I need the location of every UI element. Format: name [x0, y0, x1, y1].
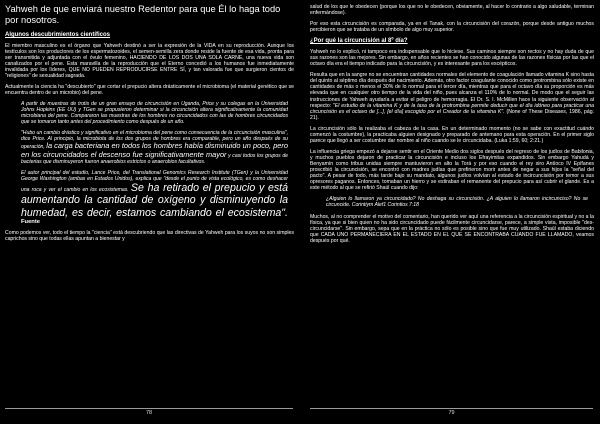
inline-quote: "El estudio de la vitamina K y de la tasa de la protrombina permite deducir que el día idóneo para practicar una circuncisión es el octavo de [...], [el día] escogido por el Creador de la vitamina K". [310, 102, 594, 115]
quote-emphasis: Se ha retirado el prepucio y está aumentando la cantidad de oxígeno y disminuyendo la humedad, es decir, estamos cambiando el ecosistema". [21, 182, 289, 219]
paragraph [310, 72, 594, 120]
paragraph: Como podemos ver, todo el tiempo la "ciencia" está descubriendo que las directivas de Yahweh para los suyos no son simples caprichos sino que todas ellas apuntan a bienestar y [5, 230, 294, 243]
paragraph: Yahweh no lo explicó, ni tampoco era indispensable que lo hiciese. Sus caminos siempre son rectos y no hay duda de que sus razones son las mejores. Sin embargo, en años recientes se han conocido algunas de las razones físicas por las que el octavo día era el tiempo indicado para la circuncisión, y es interesante para los escépticos. [310, 49, 594, 68]
scripture-verse: ¿Alguien lo llamaron ya circuncidado? No deshaga su circuncisión. ¿A alguien lo llamaron incircunciso? No se circuncide. Corintiym Alef1 Corintios 7:18 [326, 196, 588, 209]
quote-text: "Hubo un cambio drástico y significativo en el microbioma del pene como consecuencia de la circuncisión masculina", dice Price. Al principio, la microbiota de los dos grupos de hombres era comparable, pero un año después de su operación, [21, 130, 288, 151]
page-number: 78 [5, 408, 293, 419]
paragraph: La circuncisión sólo la realizaba el cabeza de la casa. En un determinado momento (no se sabe con exactitud cuándo comenzó la costumbre), la practicaba alguien designado y preparado de antemano para esta operación. En el primer siglo parece que llegó a ser costumbre dar nombre al niño cuando se le circuncidaba. (Luka 1:59, 60; 2:21.) [310, 125, 594, 144]
quote-text: y casi todos los grupos de bacterias que disminuyeron fueron anaerobios estrictos o anaerobios facultativos. [21, 152, 288, 166]
quote-block [21, 130, 288, 165]
quote-block: A partir de muestras de trotis de un gran ensayo de circuncisión en Uganda, Price y su colegas en la Universidad Johns Hopkins (EE UU) y TGen se propusieron determinar si la circuncisión altera significativamente la comunidad microbiana del pene. Compararon las muestras de los hombres no circuncidados con las de hombres circuncidados que se tomaron tanto antes del procedimiento como después de un año. [21, 101, 288, 126]
section-heading: ¿Por qué la circuncisión al 8º día? [310, 38, 408, 45]
quote-emphasis: la carga bacteriana en todos los hombres había disminuido un poco, pero en los circuncidados el descenso fue significativamente mayor [21, 141, 288, 159]
paragraph: Muchos, al no comprender el motivo del comentario, han querido ver aquí una referencia a la circuncisión espiritual y no a la física, ya que si bien quien no ha sido circuncidado puede fácilmente circuncidarse, parece, a simple vista, imposible "des-circuncidarse". Sin embargo, sepa que en la práctica no sólo es posible sino que fue muy utilizado. Shaúl estaba diciendo que CADA UNO PERMANECIERA EN EL ESTADO EN EL QUE SE ENCONTRABA CUANDO FUE LLAMADO, veamos después por qué. [310, 214, 594, 245]
paragraph: salud de los que le obedecen (porque los que no le obedecen, obviamente, al hacer lo contrario a algo saludable, terminan enfermándose). [310, 4, 594, 17]
paragraph: Actualmente la ciencia ha "descubierto" que cortar el prepucio altera drásticamente el microbioma (el material genético que se encuentra dentro de un microbio) del pene. [5, 84, 294, 97]
quote-block [21, 170, 288, 225]
paragraph: El miembro masculino es el órgano que Yahweh destinó a ser la expresión de la VIDA en su reproducción. Aunque los testículos son los productores de los espermatozoides, el semen-semilla zera donde reside la fuente de esa vida, pronta para ser transmitida y adjuntada con el óvulo femenino, HACIENDO DE LOS DOS UNA SOLA CARNE, una nueva vida son canalizados por el pene. Esta maravilla de la reproducción que el Eterno concedió a los humanos fue inmediatamente invalidada por los líderes, QUE NO PUEDEN REPRODUCIRSE ENTRE SÍ, y tan valorada fue que surgieron cientos de "religiones" de sexualidad sagrada. [5, 43, 294, 80]
paragraph: La influencia griega empezó a dejarse sentir en el Oriente Medio dos siglos después del regreso de los judíos de Babilonia, y muchos pueblos dejaron de practicar la circuncisión e incluso los Efrayimitas expandidos. Sin embargo Yahudá y Benyamín como tribus unidas siempre mantuvieron en alto la Torá y por eso cuando el rey siro Antíoco IV Epífanes proscribió la circuncisión, se encontró con madres judías que prefirieron morir antes de negar a sus hijos la "señal del pacto". A pesar de todo, más tarde bajo su mandato, algunos judíos volvían al estado de incircuncisión por temor a sus opresores paganos. Entonces, tomaban un hierro y se estiraban el remanente del prepucio para así cubrir el glande. Es a este método al que se refirió Shaúl cuando dijo: [310, 148, 594, 192]
section-heading: Algunos descubrimientos científicos [5, 32, 111, 38]
source-link[interactable]: Fuente [21, 219, 41, 226]
right-page [300, 0, 600, 424]
citation: (None of These Diseases, 1986, pág. 21). [310, 108, 594, 121]
quote-text: El autor principal del estudio, Lance Price, del Translational Genomics Research Institute (TGen) y la Universidad George Washington (ambas en Estados Unidos), explica que "desde el punto de vista ecológico, es como deshacer una roca y ver el cambio en los ecosistemas. [21, 170, 288, 194]
page-number: 79 [310, 408, 593, 419]
page-title: Yahweh de que enviará nuestro Redentor para que Él lo haga todo por nosotros. [5, 4, 281, 25]
paragraph-text: Resulta que en la sangre no se encuentran cantidades normales del elemento de coagulación llamado vitamina K sino hasta del quinto al séptimo día después del nacimiento. Además, otro factor coagulante conocido como protrombina sólo existe en cantidades de más o menos el 30% de lo normal para el tercer día, mientras que para el octavo día su proporción es más elevada que en cualquier otro tiempo de la vida del niño, pues alcanza el 110% de lo normal. De modo que el seguir las instrucciones de Yahweh ayudaría a evitar el peligro de hemorragia. El Dr. S. I. McMillen hace la siguiente observación al respecto: [310, 72, 594, 109]
paragraph: Por eso esta circuncisión es comparada, ya en el Tanak, con la circuncisión del corazón, porque desde antiguo muchos percibieron que se trataba de un símbolo de algo muy superior. [310, 21, 594, 34]
